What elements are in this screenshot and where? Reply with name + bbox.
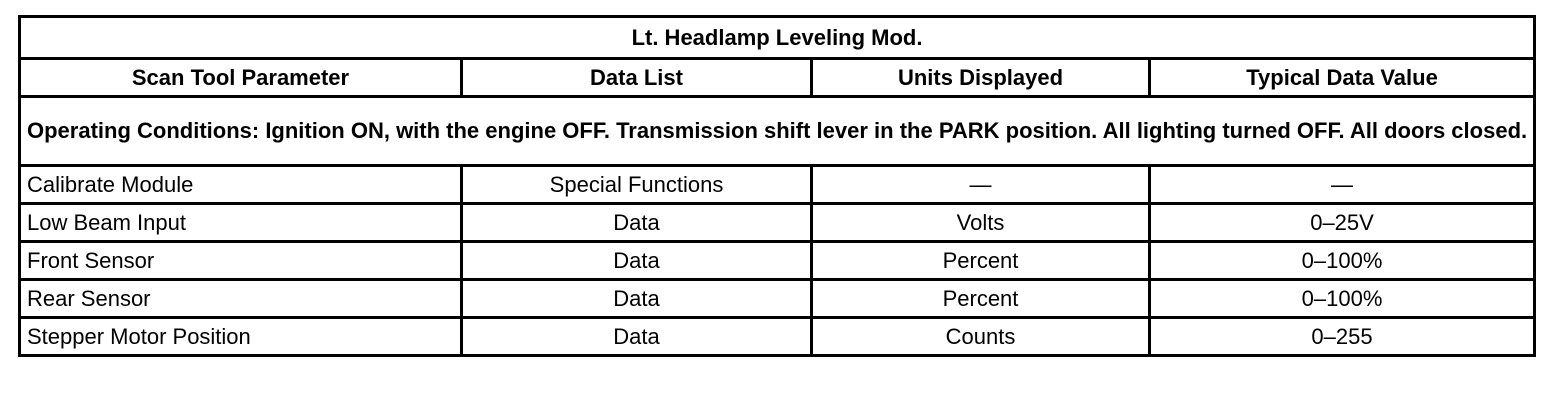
table-row [20,280,1535,318]
parameter-cell: Rear Sensor [20,280,462,318]
typical-value-cell: 0–100% [1150,280,1535,318]
data-list-cell: Data [462,242,812,280]
table-row [20,166,1535,204]
header-data-list: Data List [462,59,812,97]
operating-conditions: Operating Conditions: Ignition ON, with the engine OFF. Transmission shift lever in the PARK position. All lighting turned OFF. All doors closed. [20,97,1535,166]
table-row [20,204,1535,242]
parameter-cell: Low Beam Input [20,204,462,242]
units-cell: Counts [812,318,1150,356]
parameter-cell: Calibrate Module [20,166,462,204]
typical-value-cell: 0–25V [1150,204,1535,242]
typical-value-cell: 0–100% [1150,242,1535,280]
parameter-cell: Stepper Motor Position [20,318,462,356]
data-list-cell: Data [462,204,812,242]
table-title: Lt. Headlamp Leveling Mod. [20,17,1535,59]
table-row [20,242,1535,280]
data-list-cell: Special Functions [462,166,812,204]
typical-value-cell: 0–255 [1150,318,1535,356]
parameter-cell: Front Sensor [20,242,462,280]
header-typical-data-value: Typical Data Value [1150,59,1535,97]
scan-tool-data-table [18,15,1536,357]
table-header-row [20,59,1535,97]
units-cell: — [812,166,1150,204]
operating-conditions-row [20,97,1535,166]
table-row [20,318,1535,356]
data-list-cell: Data [462,318,812,356]
header-units-displayed: Units Displayed [812,59,1150,97]
units-cell: Percent [812,280,1150,318]
units-cell: Volts [812,204,1150,242]
typical-value-cell: — [1150,166,1535,204]
table-title-row [20,17,1535,59]
units-cell: Percent [812,242,1150,280]
header-scan-tool-parameter: Scan Tool Parameter [20,59,462,97]
data-list-cell: Data [462,280,812,318]
